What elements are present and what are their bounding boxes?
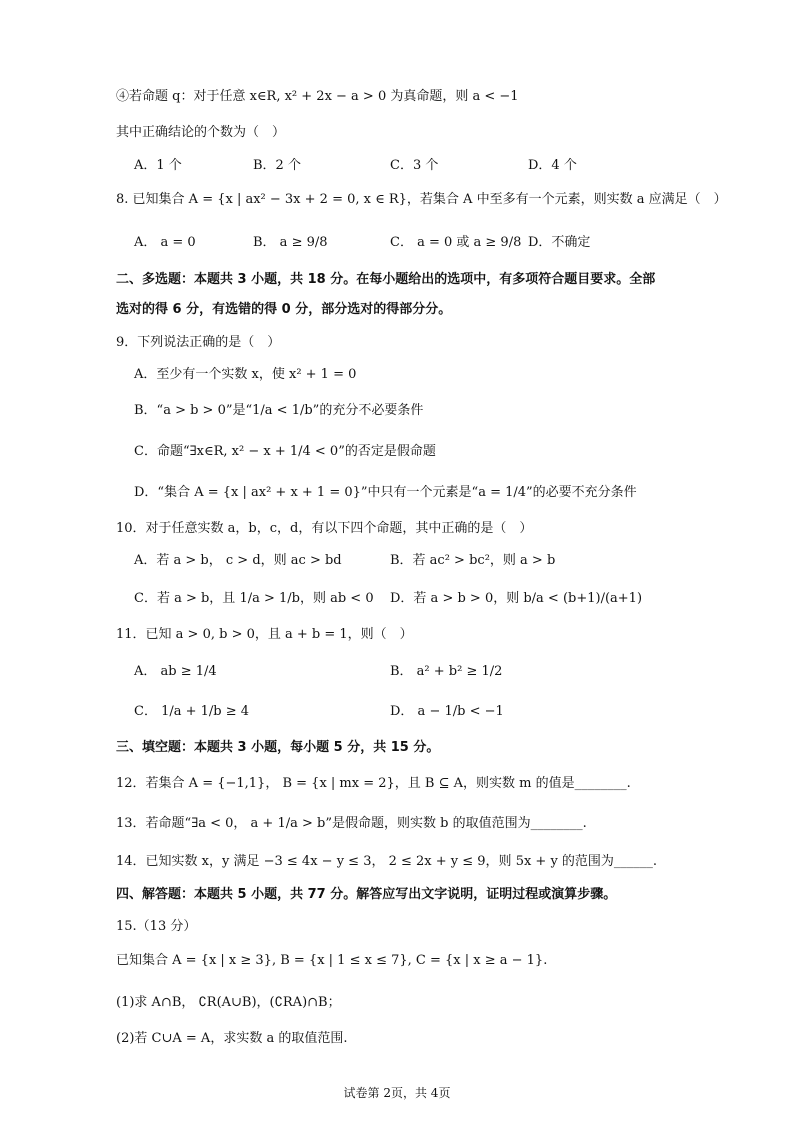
q11-option-d: D． a − 1/b < −1 <box>390 704 504 719</box>
q9-option-b: B．“a > b > 0”是“1/a < 1/b”的充分不必要条件 <box>134 403 424 418</box>
question-15-header: 15.（13 分） <box>116 919 197 934</box>
q8-option-a: A． a = 0 <box>134 235 196 250</box>
q11-option-c: C． 1/a + 1/b ≥ 4 <box>134 704 250 719</box>
q9-option-a: A．至少有一个实数 x，使 x² + 1 = 0 <box>134 367 357 382</box>
q8-option-d: D．不确定 <box>528 235 591 250</box>
page-footer: 试卷第 2页，共 4页 <box>343 1086 451 1100</box>
q10-option-b: B．若 ac² > bc²，则 a > b <box>390 553 556 568</box>
question-13: 13．若命题“∃a < 0， a + 1/a > b”是假命题，则实数 b 的取值范围为________. <box>116 816 587 831</box>
section-3-heading: 三、填空题：本题共 3 小题，每小题 5 分，共 15 分。 <box>116 740 440 755</box>
section-4-heading: 四、解答题：本题共 5 小题，共 77 分。解答应写出文字说明，证明过程或演算步骤。 <box>116 887 617 902</box>
question-8: 8. 已知集合 A = {x | ax² − 3x + 2 = 0, x ∈ R}，若集合 A 中至多有一个元素，则实数 a 应满足（ ） <box>116 192 727 207</box>
statement-4: ④若命题 q：对于任意 x∈R, x² + 2x − a > 0 为真命题，则 a < −1 <box>116 89 519 104</box>
question-11: 11．已知 a > 0, b > 0，且 a + b = 1，则（ ） <box>116 627 413 642</box>
q11-option-a: A． ab ≥ 1/4 <box>134 664 217 679</box>
q7-option-c: C．3 个 <box>390 158 439 173</box>
section-2-heading: 二、多选题：本题共 3 小题，共 18 分。在每小题给出的选项中，有多项符合题目要求。全部 <box>116 272 656 287</box>
question-12: 12．若集合 A = {−1,1}， B = {x | mx = 2}，且 B ⊆ A，则实数 m 的值是________. <box>116 776 631 791</box>
q8-option-b: B． a ≥ 9/8 <box>253 235 328 250</box>
q11-option-b: B． a² + b² ≥ 1/2 <box>390 664 503 679</box>
question-14: 14．已知实数 x，y 满足 −3 ≤ 4x − y ≤ 3， 2 ≤ 2x + y ≤ 9，则 5x + y 的范围为______. <box>116 854 658 869</box>
question-10: 10．对于任意实数 a，b，c，d，有以下四个命题，其中正确的是（ ） <box>116 521 533 536</box>
q9-option-c: C．命题“∃x∈R, x² − x + 1/4 < 0”的否定是假命题 <box>134 444 436 459</box>
question-9: 9．下列说法正确的是（ ） <box>116 335 281 350</box>
question-15-given: 已知集合 A = {x | x ≥ 3}, B = {x | 1 ≤ x ≤ 7}, C = {x | x ≥ a − 1}. <box>116 953 548 968</box>
q10-option-c: C．若 a > b，且 1/a > 1/b，则 ab < 0 <box>134 591 374 606</box>
q7-option-a: A．1 个 <box>134 158 182 173</box>
q10-option-d: D．若 a > b > 0，则 b/a < (b+1)/(a+1) <box>390 591 643 606</box>
question-15-part-1: (1)求 A∩B， ∁R(A∪B)，(∁RA)∩B； <box>116 995 341 1010</box>
question-prompt: 其中正确结论的个数为（ ） <box>116 125 286 140</box>
q7-option-b: B．2 个 <box>253 158 301 173</box>
section-2-heading-cont: 选对的得 6 分，有选错的得 0 分，部分选对的得部分分。 <box>116 302 452 317</box>
q9-option-d: D．“集合 A = {x | ax² + x + 1 = 0}”中只有一个元素是“a = 1/4”的必要不充分条件 <box>134 485 637 500</box>
q10-option-a: A．若 a > b， c > d，则 ac > bd <box>134 553 342 568</box>
question-15-part-2: (2)若 C∪A = A，求实数 a 的取值范围. <box>116 1031 348 1046</box>
q8-option-c: C． a = 0 或 a ≥ 9/8 <box>390 235 522 250</box>
q7-option-d: D．4 个 <box>528 158 577 173</box>
